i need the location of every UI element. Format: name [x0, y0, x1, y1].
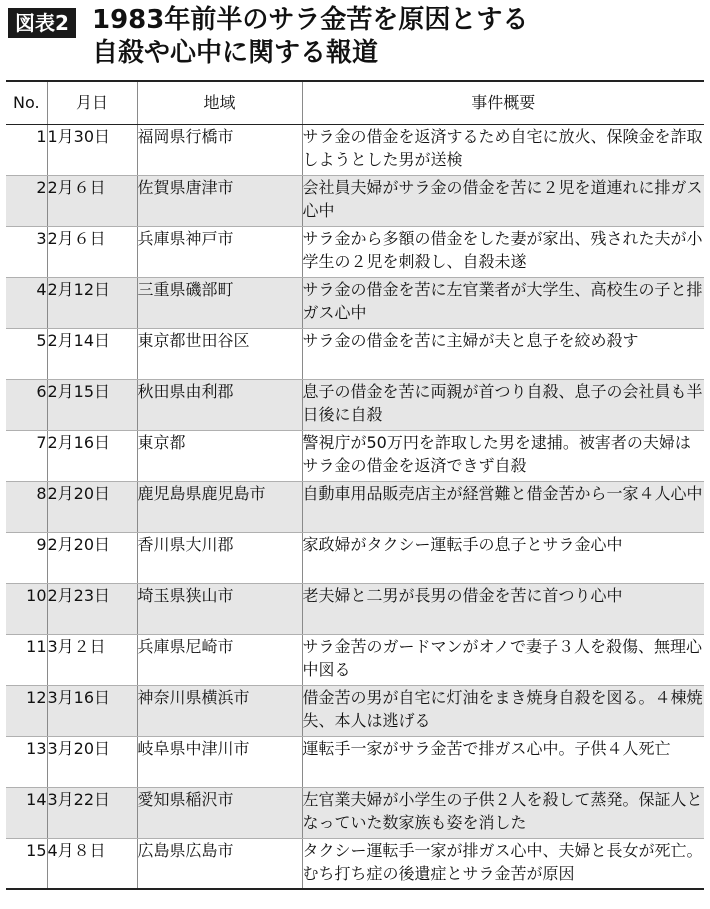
table-row — [6, 277, 704, 328]
table-row — [6, 583, 704, 634]
cell-area-text: 東京都 — [137, 432, 186, 452]
cell-area — [137, 736, 302, 787]
cell-area-text: 広島県広島市 — [137, 840, 234, 860]
cell-no-text: 5 — [36, 330, 47, 350]
cell-date-text: 3月22日 — [47, 789, 111, 809]
cell-date — [47, 379, 137, 430]
cell-area-text: 三重県磯部町 — [137, 279, 234, 299]
cell-summary-text: 警視庁が50万円を詐取した男を逮捕。被害者の夫婦はサラ金の借金を返済できず自殺 — [302, 432, 691, 475]
cell-date-text: 1月30日 — [47, 126, 111, 146]
cell-area — [137, 838, 302, 889]
cell-summary — [302, 175, 704, 226]
cell-summary-text: サラ金の借金を返済するため自宅に放火、保険金を詐取しようとした男が送検 — [302, 126, 703, 169]
cell-date — [47, 328, 137, 379]
table-row — [6, 124, 704, 175]
cell-date — [47, 838, 137, 889]
cell-summary-text: 家政婦がタクシー運転手の息子とサラ金心中 — [302, 534, 623, 554]
cell-no-text: 9 — [36, 534, 47, 554]
figure-header — [8, 6, 708, 76]
table-body — [6, 124, 704, 889]
cell-summary — [302, 685, 704, 736]
cell-no — [6, 277, 47, 328]
table-header — [6, 81, 704, 124]
cell-area — [137, 226, 302, 277]
cell-area-text: 兵庫県神戸市 — [137, 228, 234, 248]
cell-no — [6, 481, 47, 532]
table-row — [6, 787, 704, 838]
cell-area — [137, 328, 302, 379]
cell-date — [47, 175, 137, 226]
cell-area — [137, 634, 302, 685]
cell-summary-text: タクシー運転手一家が排ガス心中、夫婦と長女が死亡。むち打ち症の後遺症とサラ金苦が原因 — [302, 840, 703, 883]
cell-area — [137, 277, 302, 328]
cell-date-text: 2月６日 — [47, 228, 106, 248]
cell-date — [47, 583, 137, 634]
cell-area-text: 福岡県行橋市 — [137, 126, 234, 146]
cell-date-text: 2月16日 — [47, 432, 111, 452]
cell-area-text: 兵庫県尼崎市 — [137, 636, 234, 656]
cell-date-text: 2月15日 — [47, 381, 111, 401]
cell-date-text: 2月20日 — [47, 483, 111, 503]
cell-no — [6, 634, 47, 685]
cell-date-text: 4月８日 — [47, 840, 106, 860]
cell-date — [47, 532, 137, 583]
table-row — [6, 634, 704, 685]
header-no: No. — [6, 81, 47, 124]
cell-no-text: 13 — [26, 738, 47, 758]
cell-summary — [302, 277, 704, 328]
cell-area-text: 岐阜県中津川市 — [137, 738, 250, 758]
cell-summary-text: サラ金の借金を苦に主婦が夫と息子を絞め殺す — [302, 330, 639, 350]
cell-no — [6, 226, 47, 277]
cell-no — [6, 430, 47, 481]
cell-summary — [302, 634, 704, 685]
figure-badge: 図表2 — [8, 8, 76, 38]
cell-no — [6, 175, 47, 226]
table-row — [6, 532, 704, 583]
cell-area — [137, 532, 302, 583]
cell-no-text: 6 — [36, 381, 47, 401]
table-row — [6, 736, 704, 787]
cell-summary — [302, 226, 704, 277]
cell-summary-text: 会社員夫婦がサラ金の借金を苦に２児を道連れに排ガス心中 — [302, 177, 703, 220]
cell-summary-text: 左官業夫婦が小学生の子供２人を殺して蒸発。保証人となっていた数家族も姿を消した — [302, 789, 703, 832]
header-row — [6, 81, 704, 124]
cell-area-text: 香川県大川郡 — [137, 534, 234, 554]
cell-summary-text: 老夫婦と二男が長男の借金を苦に首つり心中 — [302, 585, 623, 605]
cell-area — [137, 583, 302, 634]
cell-no — [6, 736, 47, 787]
cell-summary — [302, 481, 704, 532]
table-row — [6, 175, 704, 226]
figure-title-line-2: 自殺や心中に関する報道 — [92, 38, 379, 68]
cell-summary-text: 息子の借金を苦に両親が首つり自殺、息子の会社員も半日後に自殺 — [302, 381, 703, 424]
cell-no-text: 4 — [36, 279, 47, 299]
table-row — [6, 379, 704, 430]
cell-summary — [302, 430, 704, 481]
cell-summary — [302, 583, 704, 634]
cell-no-text: 7 — [36, 432, 47, 452]
figure-title-line-1: 1983年前半のサラ金苦を原因とする — [92, 5, 529, 35]
cell-date — [47, 685, 137, 736]
header-date: 月日 — [47, 81, 137, 124]
cell-date-text: 3月20日 — [47, 738, 111, 758]
cell-no — [6, 379, 47, 430]
figure-title — [92, 4, 528, 70]
cell-summary — [302, 328, 704, 379]
cell-date — [47, 787, 137, 838]
cell-no-text: 10 — [26, 585, 47, 605]
cell-no — [6, 583, 47, 634]
cell-date-text: 2月12日 — [47, 279, 111, 299]
cell-no-text: 11 — [26, 636, 47, 656]
table-row — [6, 838, 704, 889]
cell-date-text: 3月２日 — [47, 636, 106, 656]
cell-summary — [302, 838, 704, 889]
table-row — [6, 430, 704, 481]
cell-area — [137, 481, 302, 532]
cell-date — [47, 226, 137, 277]
cell-area-text: 佐賀県唐津市 — [137, 177, 234, 197]
cell-no — [6, 124, 47, 175]
cell-area-text: 神奈川県横浜市 — [137, 687, 250, 707]
cell-area-text: 鹿児島県鹿児島市 — [137, 483, 266, 503]
cell-area-text: 愛知県稲沢市 — [137, 789, 234, 809]
cell-area — [137, 685, 302, 736]
incident-table — [6, 80, 704, 890]
cell-no — [6, 838, 47, 889]
header-summary: 事件概要 — [302, 81, 704, 124]
cell-no — [6, 532, 47, 583]
cell-summary-text: 借金苦の男が自宅に灯油をまき焼身自殺を図る。４棟焼失、本人は逃げる — [302, 687, 703, 730]
cell-area — [137, 124, 302, 175]
cell-date-text: 3月16日 — [47, 687, 111, 707]
cell-area-text: 東京都世田谷区 — [137, 330, 250, 350]
cell-summary — [302, 124, 704, 175]
table-row — [6, 328, 704, 379]
cell-date-text: 2月23日 — [47, 585, 111, 605]
cell-no — [6, 787, 47, 838]
cell-area-text: 埼玉県狭山市 — [137, 585, 234, 605]
cell-date — [47, 736, 137, 787]
cell-no-text: 12 — [26, 687, 47, 707]
cell-date-text: 2月６日 — [47, 177, 106, 197]
cell-summary-text: サラ金苦のガードマンがオノで妻子３人を殺傷、無理心中図る — [302, 636, 703, 679]
header-area: 地域 — [137, 81, 302, 124]
cell-summary-text: サラ金の借金を苦に左官業者が大学生、高校生の子と排ガス心中 — [302, 279, 703, 322]
cell-date — [47, 634, 137, 685]
cell-date — [47, 124, 137, 175]
cell-date — [47, 430, 137, 481]
cell-date-text: 2月20日 — [47, 534, 111, 554]
cell-no-text: 14 — [26, 789, 47, 809]
cell-summary-text: サラ金から多額の借金をした妻が家出、残された夫が小学生の２児を刺殺し、自殺未遂 — [302, 228, 703, 271]
table-row — [6, 226, 704, 277]
cell-no-text: 15 — [26, 840, 47, 860]
cell-no-text: 8 — [36, 483, 47, 503]
cell-no — [6, 685, 47, 736]
cell-date — [47, 277, 137, 328]
cell-summary-text: 自動車用品販売店主が経営難と借金苦から一家４人心中 — [302, 483, 703, 503]
cell-date — [47, 481, 137, 532]
cell-area — [137, 379, 302, 430]
cell-area — [137, 787, 302, 838]
cell-date-text: 2月14日 — [47, 330, 111, 350]
cell-area — [137, 175, 302, 226]
cell-area-text: 秋田県由利郡 — [137, 381, 234, 401]
cell-area — [137, 430, 302, 481]
cell-summary — [302, 379, 704, 430]
cell-summary — [302, 787, 704, 838]
table-row — [6, 481, 704, 532]
cell-no-text: 1 — [36, 126, 47, 146]
cell-summary-text: 運転手一家がサラ金苦で排ガス心中。子供４人死亡 — [302, 738, 671, 758]
cell-summary — [302, 532, 704, 583]
cell-no — [6, 328, 47, 379]
cell-summary — [302, 736, 704, 787]
table-row — [6, 685, 704, 736]
cell-no-text: 2 — [36, 177, 47, 197]
cell-no-text: 3 — [36, 228, 47, 248]
